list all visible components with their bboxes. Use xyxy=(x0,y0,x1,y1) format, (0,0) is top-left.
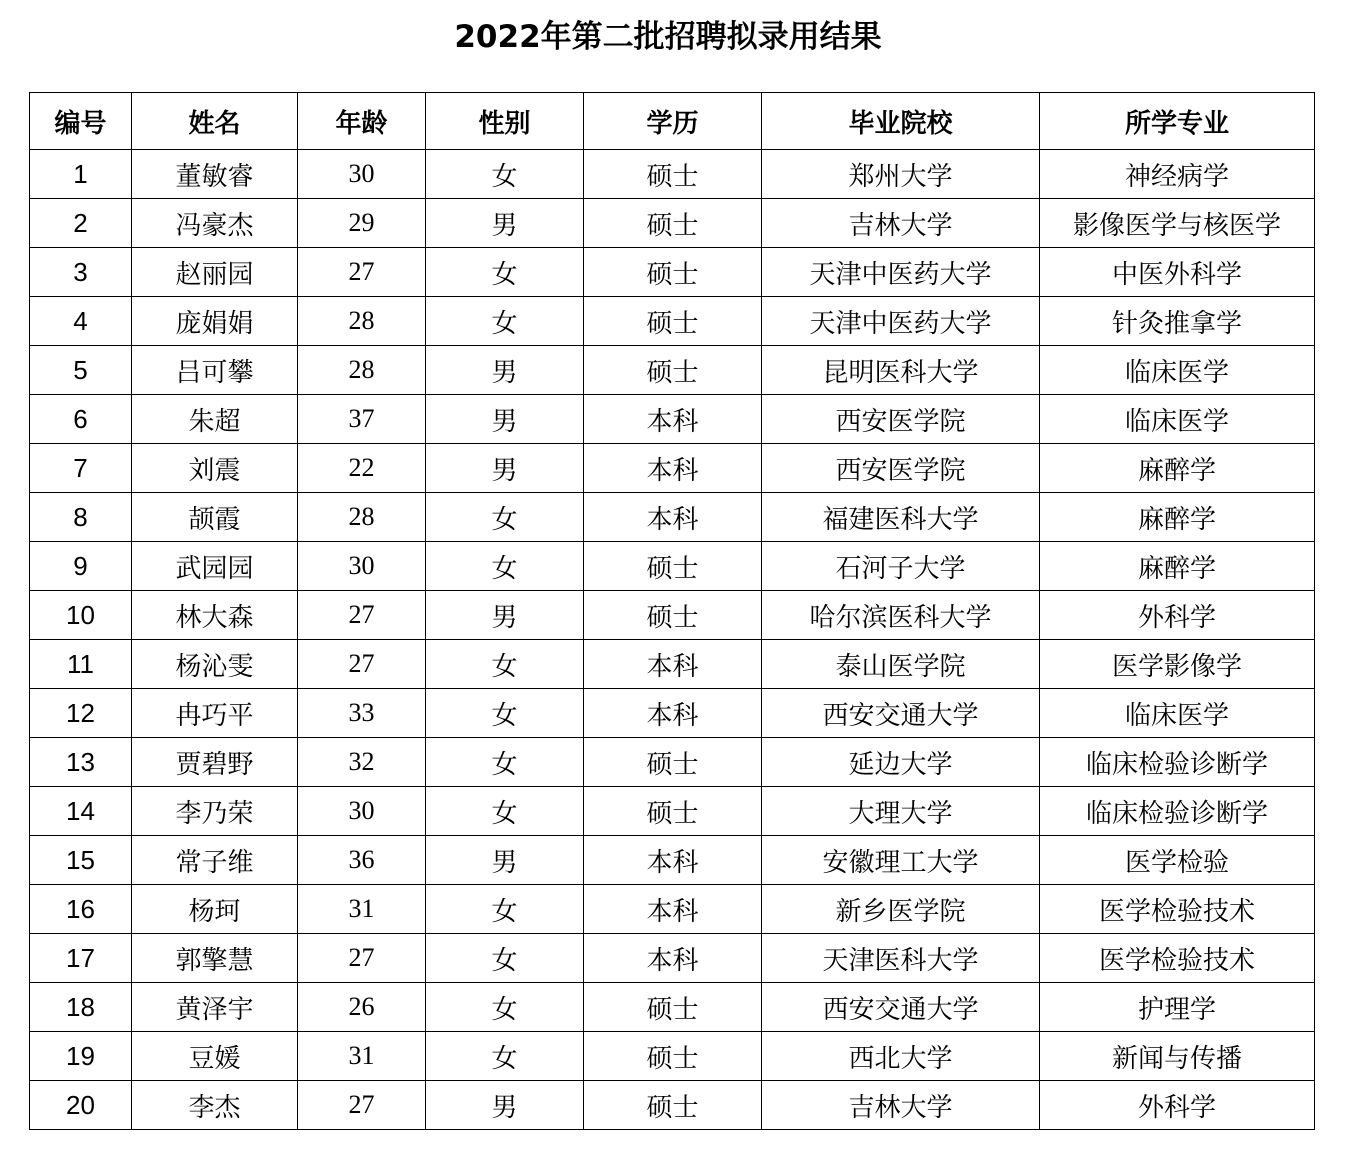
table-row xyxy=(30,640,1315,689)
table-row xyxy=(30,1081,1315,1130)
results-table xyxy=(29,92,1315,1130)
cell-name: 冯豪杰 xyxy=(132,199,298,248)
cell-age: 36 xyxy=(298,836,426,885)
table-row xyxy=(30,1032,1315,1081)
cell-school: 新乡医学院 xyxy=(762,885,1040,934)
cell-age: 30 xyxy=(298,787,426,836)
cell-major: 临床医学 xyxy=(1040,689,1315,738)
cell-age: 26 xyxy=(298,983,426,1032)
cell-number: 19 xyxy=(30,1032,132,1081)
cell-age: 30 xyxy=(298,542,426,591)
cell-number: 4 xyxy=(30,297,132,346)
cell-gender: 女 xyxy=(426,1032,584,1081)
cell-school: 安徽理工大学 xyxy=(762,836,1040,885)
cell-school: 郑州大学 xyxy=(762,150,1040,199)
cell-school: 天津中医药大学 xyxy=(762,297,1040,346)
cell-number: 3 xyxy=(30,248,132,297)
cell-age: 33 xyxy=(298,689,426,738)
cell-number: 1 xyxy=(30,150,132,199)
cell-name: 黄泽宇 xyxy=(132,983,298,1032)
cell-school: 西安医学院 xyxy=(762,444,1040,493)
cell-school: 昆明医科大学 xyxy=(762,346,1040,395)
cell-gender: 女 xyxy=(426,738,584,787)
cell-name: 朱超 xyxy=(132,395,298,444)
cell-gender: 女 xyxy=(426,787,584,836)
cell-education: 硕士 xyxy=(584,346,762,395)
cell-gender: 女 xyxy=(426,297,584,346)
cell-major: 新闻与传播 xyxy=(1040,1032,1315,1081)
cell-education: 本科 xyxy=(584,885,762,934)
cell-age: 27 xyxy=(298,640,426,689)
cell-education: 本科 xyxy=(584,395,762,444)
cell-major: 影像医学与核医学 xyxy=(1040,199,1315,248)
cell-name: 刘震 xyxy=(132,444,298,493)
cell-age: 32 xyxy=(298,738,426,787)
cell-education: 硕士 xyxy=(584,787,762,836)
cell-gender: 女 xyxy=(426,983,584,1032)
header-cell-gender: 性别 xyxy=(426,93,584,150)
cell-gender: 男 xyxy=(426,836,584,885)
cell-age: 28 xyxy=(298,493,426,542)
table-row xyxy=(30,297,1315,346)
cell-major: 护理学 xyxy=(1040,983,1315,1032)
cell-number: 17 xyxy=(30,934,132,983)
cell-major: 临床医学 xyxy=(1040,395,1315,444)
table-row xyxy=(30,346,1315,395)
cell-school: 天津中医药大学 xyxy=(762,248,1040,297)
cell-gender: 女 xyxy=(426,493,584,542)
cell-age: 31 xyxy=(298,1032,426,1081)
cell-school: 泰山医学院 xyxy=(762,640,1040,689)
table-row xyxy=(30,689,1315,738)
cell-school: 吉林大学 xyxy=(762,199,1040,248)
cell-age: 37 xyxy=(298,395,426,444)
header-cell-major: 所学专业 xyxy=(1040,93,1315,150)
cell-name: 郭擎慧 xyxy=(132,934,298,983)
cell-name: 李乃荣 xyxy=(132,787,298,836)
header-cell-number: 编号 xyxy=(30,93,132,150)
cell-education: 本科 xyxy=(584,493,762,542)
cell-major: 神经病学 xyxy=(1040,150,1315,199)
cell-education: 硕士 xyxy=(584,248,762,297)
table-row xyxy=(30,248,1315,297)
cell-number: 5 xyxy=(30,346,132,395)
cell-gender: 女 xyxy=(426,885,584,934)
cell-education: 硕士 xyxy=(584,738,762,787)
cell-gender: 女 xyxy=(426,248,584,297)
cell-age: 22 xyxy=(298,444,426,493)
cell-school: 延边大学 xyxy=(762,738,1040,787)
cell-gender: 女 xyxy=(426,542,584,591)
cell-age: 27 xyxy=(298,1081,426,1130)
cell-name: 贾碧野 xyxy=(132,738,298,787)
cell-name: 杨珂 xyxy=(132,885,298,934)
cell-major: 外科学 xyxy=(1040,591,1315,640)
table-row xyxy=(30,542,1315,591)
cell-education: 本科 xyxy=(584,836,762,885)
cell-school: 天津医科大学 xyxy=(762,934,1040,983)
cell-education: 硕士 xyxy=(584,150,762,199)
table-row xyxy=(30,395,1315,444)
cell-gender: 男 xyxy=(426,346,584,395)
cell-name: 庞娟娟 xyxy=(132,297,298,346)
cell-number: 6 xyxy=(30,395,132,444)
cell-education: 硕士 xyxy=(584,297,762,346)
cell-gender: 女 xyxy=(426,640,584,689)
cell-school: 西安医学院 xyxy=(762,395,1040,444)
cell-name: 董敏睿 xyxy=(132,150,298,199)
cell-number: 15 xyxy=(30,836,132,885)
header-cell-school: 毕业院校 xyxy=(762,93,1040,150)
cell-school: 大理大学 xyxy=(762,787,1040,836)
cell-number: 7 xyxy=(30,444,132,493)
header-row xyxy=(30,93,1315,150)
cell-age: 30 xyxy=(298,150,426,199)
table-row xyxy=(30,150,1315,199)
header-cell-education: 学历 xyxy=(584,93,762,150)
cell-school: 吉林大学 xyxy=(762,1081,1040,1130)
cell-education: 硕士 xyxy=(584,199,762,248)
cell-name: 吕可攀 xyxy=(132,346,298,395)
cell-school: 石河子大学 xyxy=(762,542,1040,591)
cell-number: 18 xyxy=(30,983,132,1032)
cell-name: 冉巧平 xyxy=(132,689,298,738)
cell-age: 28 xyxy=(298,346,426,395)
cell-name: 常子维 xyxy=(132,836,298,885)
cell-education: 本科 xyxy=(584,934,762,983)
cell-gender: 男 xyxy=(426,1081,584,1130)
cell-number: 13 xyxy=(30,738,132,787)
table-row xyxy=(30,934,1315,983)
cell-major: 外科学 xyxy=(1040,1081,1315,1130)
cell-education: 硕士 xyxy=(584,591,762,640)
cell-number: 8 xyxy=(30,493,132,542)
table-row xyxy=(30,983,1315,1032)
table-row xyxy=(30,836,1315,885)
cell-gender: 女 xyxy=(426,689,584,738)
cell-education: 本科 xyxy=(584,444,762,493)
table-row xyxy=(30,199,1315,248)
cell-name: 赵丽园 xyxy=(132,248,298,297)
cell-age: 31 xyxy=(298,885,426,934)
cell-education: 硕士 xyxy=(584,1081,762,1130)
cell-major: 医学检验技术 xyxy=(1040,934,1315,983)
cell-major: 麻醉学 xyxy=(1040,493,1315,542)
cell-number: 2 xyxy=(30,199,132,248)
cell-name: 武园园 xyxy=(132,542,298,591)
cell-major: 医学影像学 xyxy=(1040,640,1315,689)
cell-major: 临床检验诊断学 xyxy=(1040,738,1315,787)
cell-name: 杨沁雯 xyxy=(132,640,298,689)
cell-major: 麻醉学 xyxy=(1040,542,1315,591)
cell-major: 临床检验诊断学 xyxy=(1040,787,1315,836)
cell-education: 硕士 xyxy=(584,542,762,591)
cell-major: 医学检验技术 xyxy=(1040,885,1315,934)
table-row xyxy=(30,444,1315,493)
cell-school: 西北大学 xyxy=(762,1032,1040,1081)
cell-name: 颉霞 xyxy=(132,493,298,542)
cell-age: 27 xyxy=(298,591,426,640)
cell-major: 麻醉学 xyxy=(1040,444,1315,493)
cell-major: 医学检验 xyxy=(1040,836,1315,885)
cell-age: 28 xyxy=(298,297,426,346)
table-body xyxy=(30,150,1315,1130)
cell-major: 针灸推拿学 xyxy=(1040,297,1315,346)
cell-age: 29 xyxy=(298,199,426,248)
cell-school: 福建医科大学 xyxy=(762,493,1040,542)
cell-number: 14 xyxy=(30,787,132,836)
cell-age: 27 xyxy=(298,248,426,297)
cell-name: 豆媛 xyxy=(132,1032,298,1081)
cell-school: 西安交通大学 xyxy=(762,689,1040,738)
table-row xyxy=(30,591,1315,640)
cell-gender: 女 xyxy=(426,150,584,199)
cell-school: 哈尔滨医科大学 xyxy=(762,591,1040,640)
cell-gender: 男 xyxy=(426,591,584,640)
cell-gender: 男 xyxy=(426,444,584,493)
table-row xyxy=(30,738,1315,787)
cell-name: 林大森 xyxy=(132,591,298,640)
cell-number: 9 xyxy=(30,542,132,591)
cell-gender: 男 xyxy=(426,199,584,248)
cell-age: 27 xyxy=(298,934,426,983)
cell-major: 中医外科学 xyxy=(1040,248,1315,297)
cell-number: 10 xyxy=(30,591,132,640)
cell-number: 11 xyxy=(30,640,132,689)
table-row xyxy=(30,787,1315,836)
cell-number: 20 xyxy=(30,1081,132,1130)
cell-gender: 男 xyxy=(426,395,584,444)
header-cell-age: 年龄 xyxy=(298,93,426,150)
cell-education: 本科 xyxy=(584,689,762,738)
cell-education: 硕士 xyxy=(584,983,762,1032)
table-row xyxy=(30,493,1315,542)
cell-name: 李杰 xyxy=(132,1081,298,1130)
cell-gender: 女 xyxy=(426,934,584,983)
cell-number: 16 xyxy=(30,885,132,934)
page-title: 2022年第二批招聘拟录用结果 xyxy=(454,19,882,55)
cell-number: 12 xyxy=(30,689,132,738)
header-cell-name: 姓名 xyxy=(132,93,298,150)
cell-major: 临床医学 xyxy=(1040,346,1315,395)
cell-education: 本科 xyxy=(584,640,762,689)
cell-education: 硕士 xyxy=(584,1032,762,1081)
cell-school: 西安交通大学 xyxy=(762,983,1040,1032)
table-row xyxy=(30,885,1315,934)
